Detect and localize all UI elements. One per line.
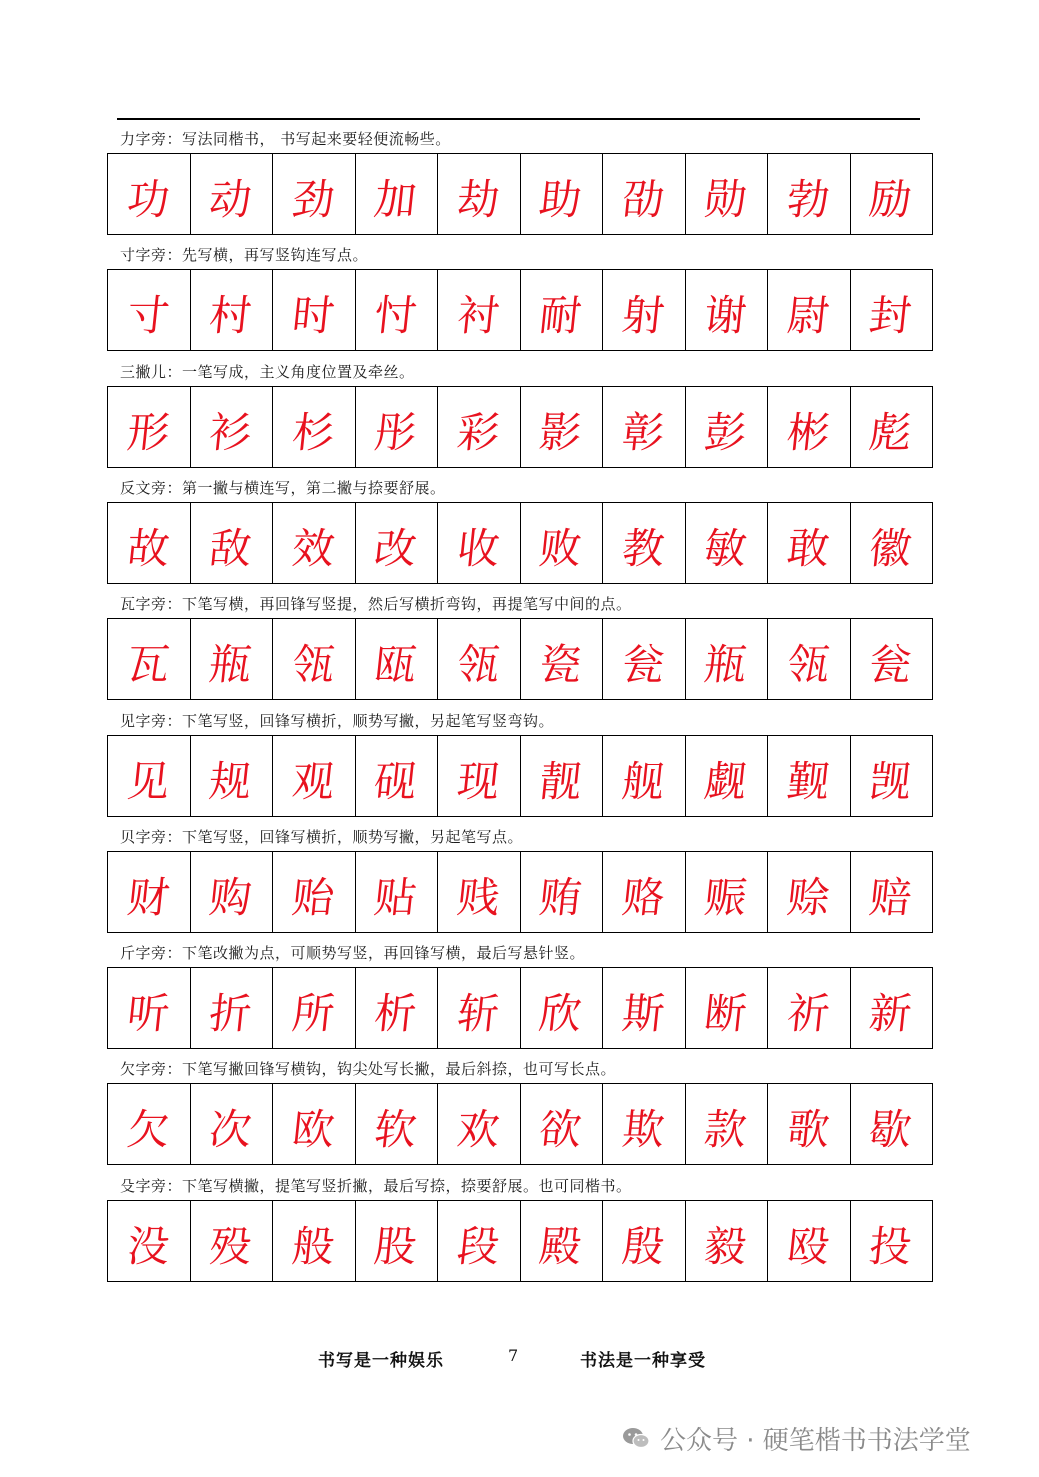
character-sample: 斩: [454, 989, 502, 1038]
section-caption: 殳字旁：下笔写横撇，提笔写竖折撇，最后写捺，捺要舒展。也可同楷书。: [120, 1177, 632, 1195]
grid-cell: [108, 968, 191, 1048]
character-sample: 歌: [784, 1105, 832, 1154]
grid-cell: [851, 619, 933, 699]
character-sample: 教: [619, 524, 667, 573]
character-sample: 殿: [537, 1222, 585, 1271]
grid-cell: [851, 503, 933, 583]
grid-cell: [191, 1084, 274, 1164]
grid-cell: [273, 852, 356, 932]
grid-cell: [851, 852, 933, 932]
grid-cell: [603, 503, 686, 583]
character-sample: 规: [207, 757, 255, 806]
grid-cell: [108, 503, 191, 583]
grid-cell: [768, 619, 851, 699]
character-sample: 勋: [702, 175, 750, 224]
practice-section: [107, 828, 933, 933]
grid-cell: [356, 736, 439, 816]
grid-cell: [686, 736, 769, 816]
character-sample: 觐: [784, 757, 832, 806]
section-caption: 三撇儿：一笔写成，主义角度位置及牵丝。: [120, 363, 415, 381]
character-sample: 动: [207, 175, 255, 224]
grid-cell: [273, 503, 356, 583]
section-caption: 贝字旁：下笔写竖，回锋写横折，顺势写撇，另起笔写点。: [120, 828, 524, 846]
character-sample: 觊: [867, 757, 915, 806]
practice-section: [107, 479, 933, 584]
grid-cell: [356, 503, 439, 583]
character-sample: 杉: [289, 408, 337, 457]
character-sample: 靓: [537, 757, 585, 806]
character-sample: 欠: [124, 1105, 172, 1154]
grid-cell: [356, 154, 439, 234]
character-sample: 彭: [702, 408, 750, 457]
grid-cell: [686, 1201, 769, 1281]
grid-cell: [108, 1201, 191, 1281]
character-sample: 见: [124, 757, 172, 806]
character-sample: 欲: [537, 1105, 585, 1154]
character-grid: [107, 386, 933, 468]
grid-cell: [273, 968, 356, 1048]
grid-cell: [603, 968, 686, 1048]
grid-cell: [438, 736, 521, 816]
character-grid: [107, 153, 933, 235]
character-sample: 欧: [289, 1105, 337, 1154]
character-sample: 毅: [702, 1222, 750, 1271]
grid-cell: [356, 1084, 439, 1164]
grid-cell: [521, 387, 604, 467]
character-sample: 观: [289, 757, 337, 806]
grid-cell: [603, 619, 686, 699]
grid-cell: [603, 1201, 686, 1281]
wechat-icon: [622, 1426, 650, 1450]
character-grid: [107, 967, 933, 1049]
character-sample: 彩: [454, 408, 502, 457]
character-grid: [107, 269, 933, 351]
character-sample: 影: [537, 408, 585, 457]
character-sample: 寸: [124, 291, 172, 340]
grid-cell: [603, 1084, 686, 1164]
character-sample: 赂: [619, 873, 667, 922]
character-sample: 收: [454, 524, 502, 573]
character-sample: 彪: [867, 408, 915, 457]
grid-cell: [851, 1201, 933, 1281]
character-sample: 贻: [289, 873, 337, 922]
top-rule: [117, 118, 920, 120]
character-sample: 射: [619, 291, 667, 340]
grid-cell: [768, 503, 851, 583]
character-sample: 衬: [454, 291, 502, 340]
character-grid: [107, 618, 933, 700]
character-grid: [107, 851, 933, 933]
section-caption: 力字旁：写法同楷书， 书写起来要轻便流畅些。: [120, 130, 451, 148]
grid-cell: [438, 619, 521, 699]
character-sample: 敢: [784, 524, 832, 573]
character-sample: 瓦: [124, 640, 172, 689]
character-sample: 败: [537, 524, 585, 573]
watermark: [622, 1418, 971, 1458]
grid-cell: [273, 619, 356, 699]
character-sample: 劲: [289, 175, 337, 224]
character-sample: 新: [867, 989, 915, 1038]
grid-cell: [191, 968, 274, 1048]
practice-section: [107, 363, 933, 468]
grid-cell: [521, 736, 604, 816]
grid-cell: [768, 968, 851, 1048]
character-sample: 彰: [619, 408, 667, 457]
grid-cell: [438, 503, 521, 583]
character-sample: 瓴: [784, 640, 832, 689]
practice-section: [107, 595, 933, 700]
grid-cell: [273, 1084, 356, 1164]
character-sample: 斯: [619, 989, 667, 1038]
grid-cell: [686, 154, 769, 234]
character-grid: [107, 1083, 933, 1165]
section-caption: 见字旁：下笔写竖，回锋写横折，顺势写撇，另起笔写竖弯钩。: [120, 712, 555, 730]
character-sample: 断: [702, 989, 750, 1038]
grid-cell: [851, 968, 933, 1048]
character-sample: 彤: [372, 408, 420, 457]
grid-cell: [108, 736, 191, 816]
footer-slogan-left: 书写是一种娱乐: [318, 1351, 444, 1371]
grid-cell: [686, 1084, 769, 1164]
character-sample: 赈: [702, 873, 750, 922]
character-sample: 段: [454, 1222, 502, 1271]
character-sample: 贴: [372, 873, 420, 922]
grid-cell: [273, 387, 356, 467]
grid-cell: [686, 387, 769, 467]
grid-cell: [521, 1201, 604, 1281]
grid-cell: [356, 619, 439, 699]
grid-cell: [108, 1084, 191, 1164]
section-caption: 斤字旁：下笔改撇为点，可顺势写竖，再回锋写横，最后写悬针竖。: [120, 944, 586, 962]
character-sample: 所: [289, 989, 337, 1038]
character-sample: 敏: [702, 524, 750, 573]
character-sample: 徽: [867, 524, 915, 573]
grid-cell: [851, 736, 933, 816]
grid-cell: [768, 736, 851, 816]
character-sample: 歇: [867, 1105, 915, 1154]
character-sample: 款: [702, 1105, 750, 1154]
grid-cell: [273, 736, 356, 816]
grid-cell: [603, 736, 686, 816]
grid-cell: [521, 852, 604, 932]
grid-cell: [108, 619, 191, 699]
grid-cell: [686, 270, 769, 350]
grid-cell: [356, 852, 439, 932]
section-caption: 瓦字旁：下笔写横，再回锋写竖提，然后写横折弯钩，再提笔写中间的点。: [120, 595, 632, 613]
character-sample: 般: [289, 1222, 337, 1271]
grid-cell: [438, 968, 521, 1048]
grid-cell: [603, 270, 686, 350]
character-sample: 时: [289, 291, 337, 340]
character-grid: [107, 1200, 933, 1282]
grid-cell: [191, 154, 274, 234]
page-footer: [0, 1346, 1039, 1370]
character-sample: 瓷: [537, 640, 585, 689]
character-sample: 殁: [207, 1222, 255, 1271]
character-sample: 听: [124, 989, 172, 1038]
character-sample: 赊: [784, 873, 832, 922]
grid-cell: [521, 1084, 604, 1164]
character-sample: 析: [372, 989, 420, 1038]
character-sample: 勃: [784, 175, 832, 224]
character-sample: 瓶: [702, 640, 750, 689]
character-sample: 没: [124, 1222, 172, 1271]
grid-cell: [851, 387, 933, 467]
grid-cell: [356, 968, 439, 1048]
practice-section: [107, 944, 933, 1049]
character-sample: 舰: [619, 757, 667, 806]
grid-cell: [603, 387, 686, 467]
grid-cell: [108, 387, 191, 467]
grid-cell: [108, 852, 191, 932]
character-sample: 谢: [702, 291, 750, 340]
grid-cell: [768, 154, 851, 234]
character-sample: 瓴: [289, 640, 337, 689]
character-grid: [107, 735, 933, 817]
character-sample: 瓮: [867, 640, 915, 689]
character-sample: 改: [372, 524, 420, 573]
character-sample: 欢: [454, 1105, 502, 1154]
practice-section: [107, 712, 933, 817]
character-sample: 现: [454, 757, 502, 806]
section-caption: 反文旁：第一撇与横连写，第二撇与捺要舒展。: [120, 479, 446, 497]
character-sample: 劭: [619, 175, 667, 224]
grid-cell: [603, 852, 686, 932]
grid-cell: [356, 387, 439, 467]
page-number: 7: [508, 1346, 519, 1365]
grid-cell: [191, 852, 274, 932]
character-sample: 瓯: [372, 640, 420, 689]
character-sample: 形: [124, 408, 172, 457]
character-sample: 瓴: [454, 640, 502, 689]
character-sample: 欣: [537, 989, 585, 1038]
character-sample: 敌: [207, 524, 255, 573]
grid-cell: [191, 503, 274, 583]
character-sample: 觑: [702, 757, 750, 806]
footer-slogan-right: 书法是一种享受: [580, 1351, 706, 1371]
practice-section: [107, 130, 933, 235]
grid-cell: [521, 154, 604, 234]
practice-section: [107, 1060, 933, 1165]
grid-cell: [438, 270, 521, 350]
grid-cell: [851, 1084, 933, 1164]
grid-cell: [686, 968, 769, 1048]
grid-cell: [768, 852, 851, 932]
grid-cell: [521, 619, 604, 699]
character-sample: 软: [372, 1105, 420, 1154]
practice-section: [107, 246, 933, 351]
character-sample: 投: [867, 1222, 915, 1271]
grid-cell: [768, 270, 851, 350]
character-sample: 封: [867, 291, 915, 340]
grid-cell: [108, 270, 191, 350]
section-caption: 寸字旁：先写横，再写竖钩连写点。: [120, 246, 369, 264]
grid-cell: [273, 270, 356, 350]
character-sample: 财: [124, 873, 172, 922]
grid-cell: [191, 736, 274, 816]
grid-cell: [108, 154, 191, 234]
character-sample: 尉: [784, 291, 832, 340]
grid-cell: [191, 1201, 274, 1281]
grid-cell: [686, 619, 769, 699]
section-caption: 欠字旁：下笔写撇回锋写横钩，钩尖处写长撇，最后斜捺，也可写长点。: [120, 1060, 617, 1078]
character-sample: 功: [124, 175, 172, 224]
character-sample: 次: [207, 1105, 255, 1154]
grid-cell: [438, 852, 521, 932]
character-sample: 股: [372, 1222, 420, 1271]
character-sample: 村: [207, 291, 255, 340]
character-sample: 加: [372, 175, 420, 224]
practice-section: [107, 1177, 933, 1282]
grid-cell: [603, 154, 686, 234]
character-sample: 贿: [537, 873, 585, 922]
character-sample: 衫: [207, 408, 255, 457]
grid-cell: [356, 1201, 439, 1281]
grid-cell: [191, 387, 274, 467]
character-sample: 效: [289, 524, 337, 573]
character-sample: 贱: [454, 873, 502, 922]
grid-cell: [438, 154, 521, 234]
grid-cell: [686, 503, 769, 583]
character-sample: 砚: [372, 757, 420, 806]
character-sample: 欺: [619, 1105, 667, 1154]
character-sample: 购: [207, 873, 255, 922]
character-sample: 劫: [454, 175, 502, 224]
character-grid: [107, 502, 933, 584]
grid-cell: [521, 503, 604, 583]
grid-cell: [521, 270, 604, 350]
character-sample: 折: [207, 989, 255, 1038]
grid-cell: [768, 387, 851, 467]
character-sample: 耐: [537, 291, 585, 340]
grid-cell: [438, 1201, 521, 1281]
character-sample: 忖: [372, 291, 420, 340]
grid-cell: [768, 1201, 851, 1281]
grid-cell: [686, 852, 769, 932]
character-sample: 赔: [867, 873, 915, 922]
grid-cell: [521, 968, 604, 1048]
grid-cell: [356, 270, 439, 350]
grid-cell: [438, 387, 521, 467]
character-sample: 殴: [784, 1222, 832, 1271]
character-sample: 故: [124, 524, 172, 573]
character-sample: 瓮: [619, 640, 667, 689]
grid-cell: [851, 154, 933, 234]
grid-cell: [273, 1201, 356, 1281]
grid-cell: [438, 1084, 521, 1164]
grid-cell: [191, 270, 274, 350]
grid-cell: [191, 619, 274, 699]
character-sample: 祈: [784, 989, 832, 1038]
character-sample: 彬: [784, 408, 832, 457]
character-sample: 殷: [619, 1222, 667, 1271]
watermark-text: 公众号 · 硬笔楷书书法学堂: [660, 1425, 971, 1456]
grid-cell: [851, 270, 933, 350]
character-sample: 瓶: [207, 640, 255, 689]
grid-cell: [768, 1084, 851, 1164]
character-sample: 励: [867, 175, 915, 224]
grid-cell: [273, 154, 356, 234]
character-sample: 助: [537, 175, 585, 224]
